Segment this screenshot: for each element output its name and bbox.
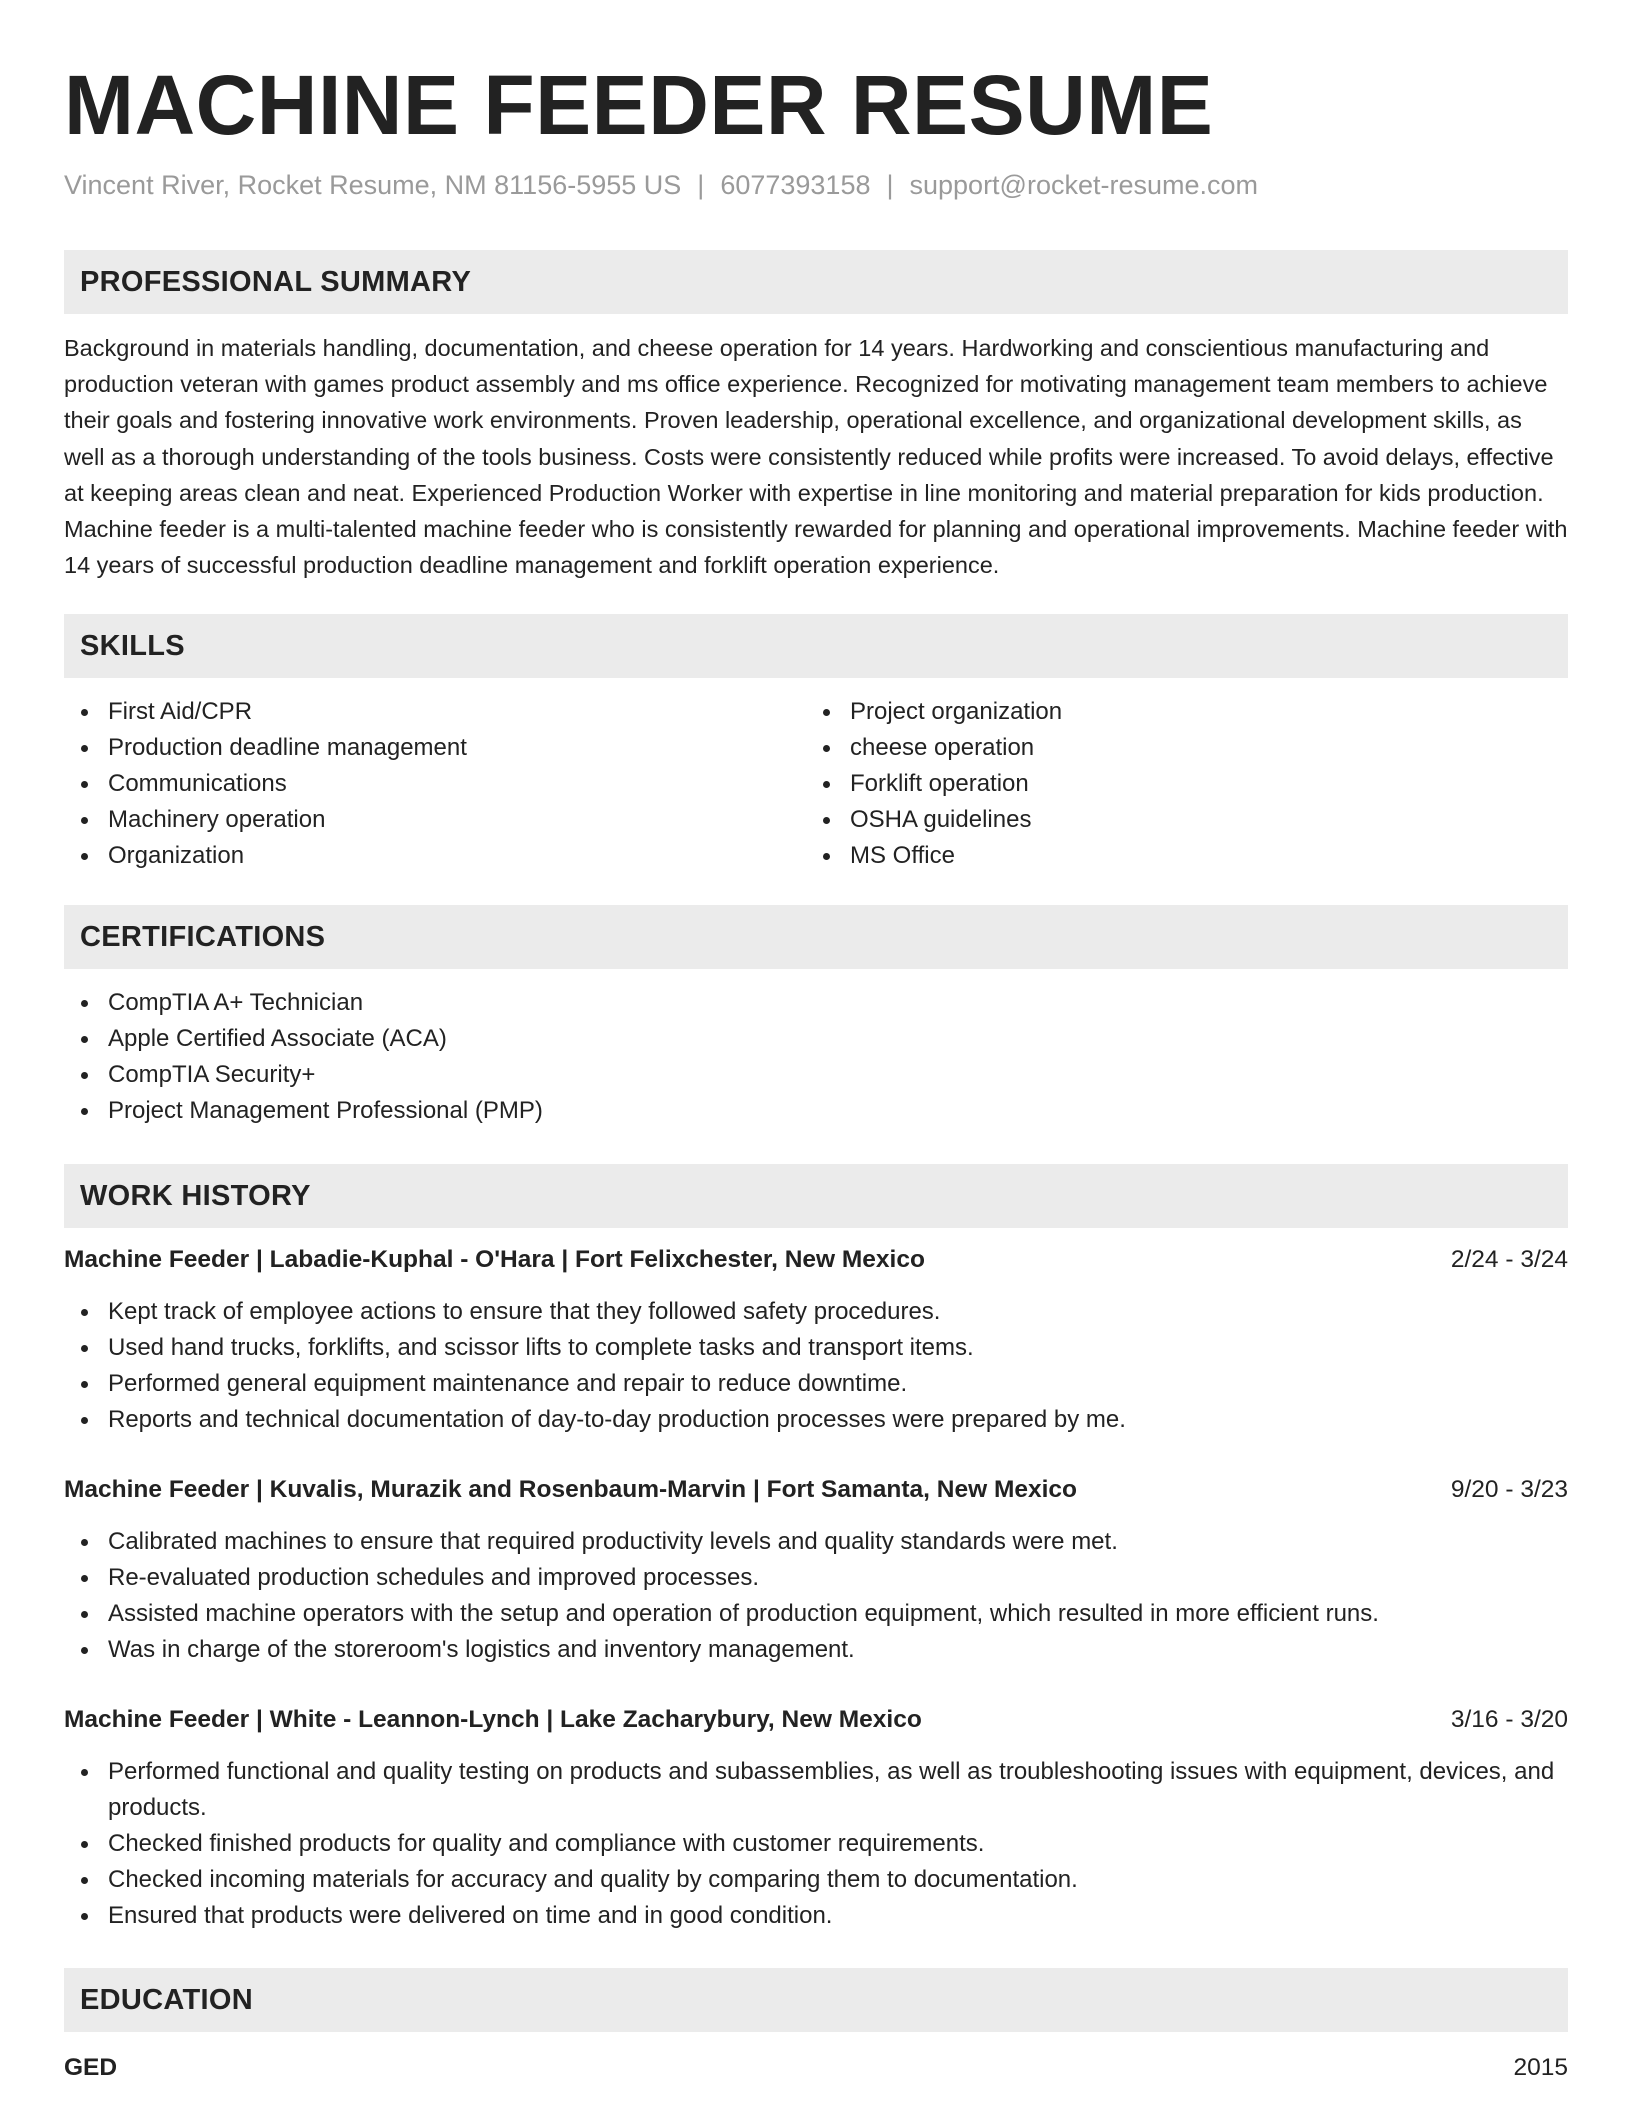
contact-phone: 6077393158 bbox=[720, 170, 871, 200]
contact-separator: | bbox=[697, 170, 705, 200]
job-title: Machine Feeder | White - Leannon-Lynch | Lake Zacharybury, New Mexico bbox=[64, 1706, 922, 1734]
certification-item: CompTIA A+ Technician bbox=[64, 985, 1568, 1021]
job-dates: 9/20 - 3/23 bbox=[1450, 1476, 1568, 1504]
skills-list-right bbox=[806, 694, 1548, 874]
job-bullet-list bbox=[64, 1754, 1568, 1934]
skills-list-left bbox=[64, 694, 806, 874]
skill-item: Forklift operation bbox=[806, 766, 1548, 802]
job-dates: 2/24 - 3/24 bbox=[1450, 1246, 1568, 1274]
certifications-list bbox=[64, 985, 1568, 1129]
job-bullet: Re-evaluated production schedules and improved processes. bbox=[64, 1560, 1568, 1596]
job-title: Machine Feeder | Kuvalis, Murazik and Rosenbaum-Marvin | Fort Samanta, New Mexico bbox=[64, 1476, 1078, 1504]
education-entry bbox=[64, 2050, 1568, 2086]
resume-page bbox=[64, 0, 1568, 2086]
summary-text: Background in materials handling, documentation, and cheese operation for 14 years. Hardworking and conscientious manufacturing and production veteran with games product assembly and ms office experience. Recognized for motivating management team members to achieve their goals and fostering innovative work environments. Proven leadership, operational excellence, and organizational development skills, as well as a thorough understanding of the tools business. Costs were consistently reduced while profits were increased. To avoid delays, effective at keeping areas clean and neat. Experienced Production Worker with expertise in line monitoring and material preparation for kids production. Machine feeder is a multi-talented machine feeder who is consistently rewarded for planning and operational improvements. Machine feeder with 14 years of successful production deadline management and forklift operation experience. bbox=[64, 335, 1568, 579]
job-entry bbox=[64, 1472, 1568, 1668]
page-title: MACHINE FEEDER RESUME bbox=[64, 58, 1214, 152]
work-heading: WORK HISTORY bbox=[80, 1179, 311, 1212]
education-section-header bbox=[64, 1968, 1568, 2032]
job-bullet: Checked finished products for quality and compliance with customer requirements. bbox=[64, 1826, 1568, 1862]
certifications-heading: CERTIFICATIONS bbox=[80, 920, 326, 953]
certifications-section-header bbox=[64, 905, 1568, 969]
job-bullet: Was in charge of the storeroom's logistics and inventory management. bbox=[64, 1632, 1568, 1668]
skill-item: cheese operation bbox=[806, 730, 1548, 766]
contact-email: support@rocket-resume.com bbox=[909, 170, 1259, 200]
job-header bbox=[64, 1472, 1568, 1508]
summary-section-header bbox=[64, 250, 1568, 314]
contact-address: Vincent River, Rocket Resume, NM 81156-5955 US bbox=[64, 170, 682, 200]
skills-section-header bbox=[64, 614, 1568, 678]
certification-item: Apple Certified Associate (ACA) bbox=[64, 1021, 1568, 1057]
certification-item: CompTIA Security+ bbox=[64, 1057, 1568, 1093]
job-bullet: Calibrated machines to ensure that required productivity levels and quality standards were met. bbox=[64, 1524, 1568, 1560]
job-header bbox=[64, 1242, 1568, 1278]
job-header bbox=[64, 1702, 1568, 1738]
summary-heading: PROFESSIONAL SUMMARY bbox=[80, 265, 472, 298]
job-title: Machine Feeder | Labadie-Kuphal - O'Hara | Fort Felixchester, New Mexico bbox=[64, 1246, 925, 1274]
skill-item: First Aid/CPR bbox=[64, 694, 806, 730]
contact-separator: | bbox=[886, 170, 894, 200]
education-degree: GED bbox=[64, 2054, 118, 2082]
skills-grid bbox=[64, 694, 1568, 874]
job-bullet: Checked incoming materials for accuracy and quality by comparing them to documentation. bbox=[64, 1862, 1568, 1898]
job-bullet: Assisted machine operators with the setup and operation of production equipment, which resulted in more efficient runs. bbox=[64, 1596, 1568, 1632]
skill-item: Communications bbox=[64, 766, 806, 802]
skills-heading: SKILLS bbox=[80, 629, 185, 662]
skill-item: OSHA guidelines bbox=[806, 802, 1548, 838]
job-bullet: Reports and technical documentation of day-to-day production processes were prepared by me. bbox=[64, 1402, 1568, 1438]
job-bullet: Used hand trucks, forklifts, and scissor lifts to complete tasks and transport items. bbox=[64, 1330, 1568, 1366]
education-year: 2015 bbox=[1513, 2054, 1568, 2082]
skill-item: Organization bbox=[64, 838, 806, 874]
job-bullet: Kept track of employee actions to ensure that they followed safety procedures. bbox=[64, 1294, 1568, 1330]
job-bullet: Performed functional and quality testing on products and subassemblies, as well as troubleshooting issues with equipment, devices, and products. bbox=[64, 1754, 1568, 1826]
job-dates: 3/16 - 3/20 bbox=[1450, 1706, 1568, 1734]
skill-item: Machinery operation bbox=[64, 802, 806, 838]
job-entry bbox=[64, 1242, 1568, 1438]
education-heading: EDUCATION bbox=[80, 1983, 253, 2016]
job-bullet-list bbox=[64, 1294, 1568, 1438]
skill-item: Production deadline management bbox=[64, 730, 806, 766]
skill-item: MS Office bbox=[806, 838, 1548, 874]
skill-item: Project organization bbox=[806, 694, 1548, 730]
contact-line bbox=[64, 168, 1568, 202]
job-bullet: Performed general equipment maintenance and repair to reduce downtime. bbox=[64, 1366, 1568, 1402]
job-bullet-list bbox=[64, 1524, 1568, 1668]
certification-item: Project Management Professional (PMP) bbox=[64, 1093, 1568, 1129]
job-bullet: Ensured that products were delivered on time and in good condition. bbox=[64, 1898, 1568, 1934]
job-entry bbox=[64, 1702, 1568, 1934]
work-section-header bbox=[64, 1164, 1568, 1228]
